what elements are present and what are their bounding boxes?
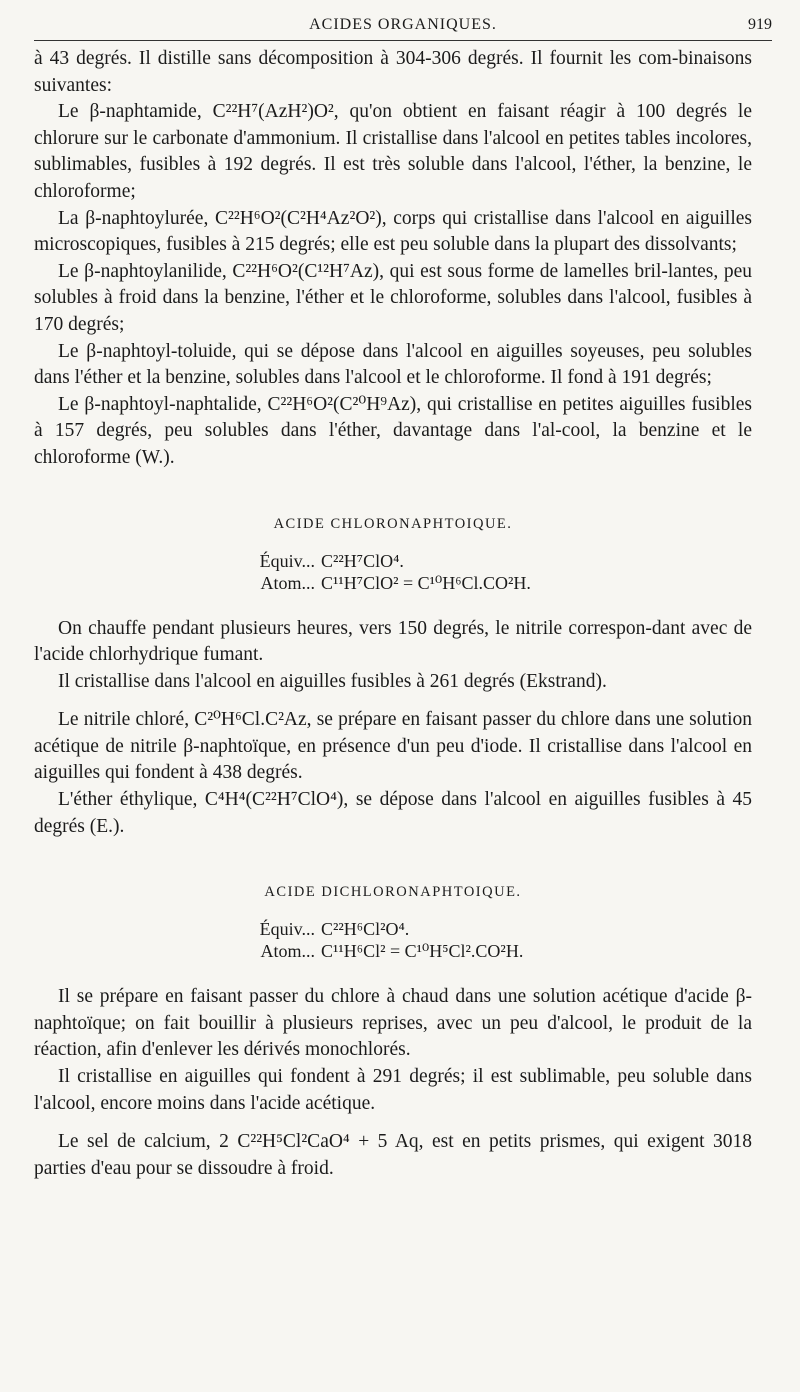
paragraph-ether-ethylique: L'éther éthylique, C⁴H⁴(C²²H⁷ClO⁴), se dépose dans l'alcool en aiguilles fusibles à 45 degrés (E.). — [34, 789, 752, 837]
equiv-label: Équiv... — [259, 919, 315, 940]
section-heading-dichloronaphtoique: ACIDE DICHLORONAPHTOIQUE. — [264, 884, 522, 901]
running-header — [34, 14, 772, 41]
paragraph-naphtoylanilide: Le β-naphtoylanilide, C²²H⁶O²(C¹²H⁷Az), qui est sous forme de lamelles bril-lantes, peu solubles à froid dans la benzine, l'éther et le chloroforme, solubles dans l'alcool, fusibles à 170 degrés; — [34, 260, 752, 335]
formula-block-chloronaphtoique — [223, 550, 563, 594]
paragraph-sel-de-calcium: Le sel de calcium, 2 C²²H⁵Cl²CaO⁴ + 5 Aq, est en petits prismes, qui exigent 3018 parties d'eau pour se dissoudre à froid. — [34, 1131, 752, 1179]
paragraph: On chauffe pendant plusieurs heures, vers 150 degrés, le nitrile correspon-dant avec de l'acide chlorhydrique fumant. — [34, 617, 752, 666]
paragraph: Il cristallise dans l'alcool en aiguilles fusibles à 261 degrés (Ekstrand). — [58, 670, 607, 692]
equiv-formula: C²²H⁶Cl²O⁴. — [321, 919, 410, 940]
atom-label: Atom... — [260, 572, 315, 593]
running-title: ACIDES ORGANIQUES. — [309, 16, 497, 33]
page-body — [34, 46, 752, 1182]
atom-label: Atom... — [260, 941, 315, 962]
paragraph-naphtoyl-naphtalide: Le β-naphtoyl-naphtalide, C²²H⁶O²(C²⁰H⁹Az), qui cristallise en petites aiguilles fusibles à 157 degrés, peu solubles dans l'éther, davantage dans l'al-cool, la benzine et le chloroforme (W.). — [34, 393, 752, 468]
paragraph: à 43 degrés. Il distille sans décomposition à 304-306 degrés. Il fournit les com-binaisons suivantes: — [34, 48, 752, 96]
equiv-label: Équiv... — [259, 550, 315, 571]
paragraph: Il cristallise en aiguilles qui fondent à 291 degrés; il est sublimable, peu soluble dans l'alcool, encore moins dans l'acide acétique. — [34, 1066, 752, 1114]
paragraph-naphtoyluree: La β-naphtoylurée, C²²H⁶O²(C²H⁴Az²O²), corps qui cristallise dans l'alcool en aiguilles microscopiques, fusibles à 215 degrés; elle est peu soluble dans la plupart des dissolvants; — [34, 207, 752, 256]
paragraph: Il se prépare en faisant passer du chlore à chaud dans une solution acétique d'acide β-naphtoïque; on fait bouillir à plusieurs reprises, avec un peu d'alcool, le produit de la réaction, afin d'enlever les dérivés monochlorés. — [34, 986, 752, 1061]
atom-formula: C¹¹H⁷ClO² = C¹⁰H⁶Cl.CO²H. — [321, 572, 531, 593]
formula-block-dichloronaphtoique — [223, 918, 563, 962]
section-heading-chloronaphtoique: ACIDE CHLORONAPHTOIQUE. — [273, 515, 513, 532]
paragraph-nitrile-chlore: Le nitrile chloré, C²⁰H⁶Cl.C²Az, se prépare en faisant passer du chlore dans une solution acétique de nitrile β-naphtoïque, en présence d'un peu d'iode. Il cristallise dans l'alcool en aiguilles qui fondent à 438 degrés. — [34, 709, 752, 784]
page-number: 919 — [748, 16, 772, 33]
atom-formula: C¹¹H⁶Cl² = C¹⁰H⁵Cl².CO²H. — [321, 941, 524, 962]
paragraph-naphtamide: Le β-naphtamide, C²²H⁷(AzH²)O², qu'on obtient en faisant réagir à 100 degrés le chlorure sur le carbonate d'ammonium. Il cristallise dans l'alcool en petites tables incolores, sublimables, fusibles à 192 degrés. Il est très soluble dans l'alcool, l'éther, la benzine, le chloroforme; — [34, 101, 752, 202]
equiv-formula: C²²H⁷ClO⁴. — [321, 550, 404, 571]
paragraph-naphtoyl-toluide: Le β-naphtoyl-toluide, qui se dépose dans l'alcool en aiguilles soyeuses, peu solubles dans l'éther et la benzine, solubles dans l'alcool et le chloroforme. Il fond à 191 degrés; — [34, 340, 752, 389]
